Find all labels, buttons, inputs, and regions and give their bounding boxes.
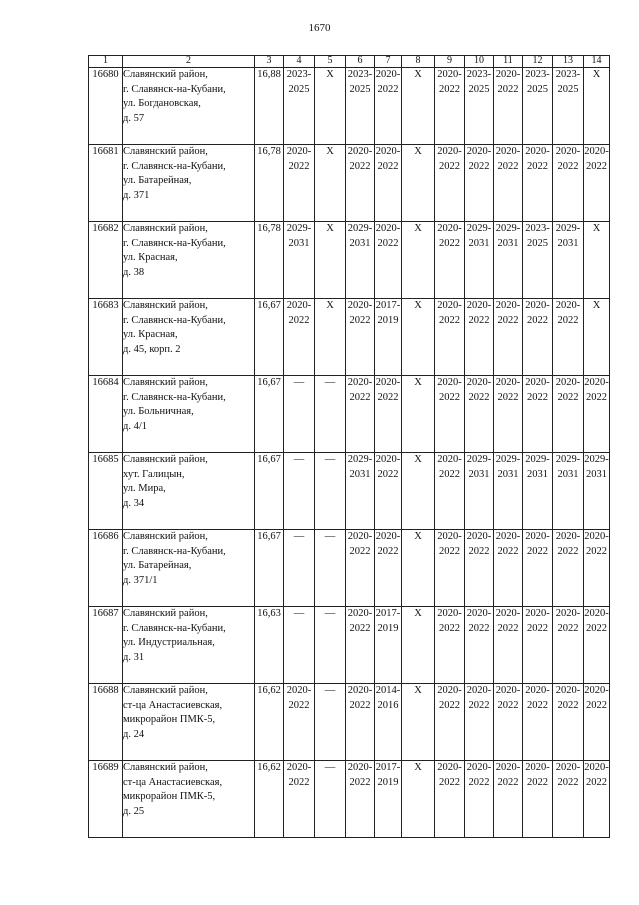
period-cell-13: 2020- 2022: [553, 376, 584, 453]
table-row: [89, 68, 610, 145]
period-cell-4: 2020- 2022: [284, 299, 315, 376]
address-cell: Славянский район, г. Славянск-на-Кубани, ул. Богдановская, д. 57: [123, 68, 255, 145]
column-header: 8: [402, 56, 435, 68]
page-number: 1670: [308, 22, 331, 34]
period-cell-7: 2020- 2022: [375, 453, 402, 530]
table-row: [89, 684, 610, 761]
period-cell-5: —: [315, 530, 346, 607]
period-cell-11: 2020- 2022: [494, 376, 523, 453]
address-cell: Славянский район, г. Славянск-на-Кубани, ул. Красная, д. 45, корп. 2: [123, 299, 255, 376]
address-cell: Славянский район, г. Славянск-на-Кубани, ул. Батарейная, д. 371: [123, 145, 255, 222]
period-cell-14: 2020- 2022: [584, 684, 610, 761]
table-row: [89, 607, 610, 684]
period-cell-10: 2029- 2031: [465, 222, 494, 299]
registry-table: [88, 55, 610, 838]
period-cell-4: —: [284, 607, 315, 684]
period-cell-6: 2020- 2022: [346, 761, 375, 838]
period-cell-9: 2020- 2022: [435, 530, 465, 607]
period-cell-11: 2020- 2022: [494, 684, 523, 761]
period-cell-9: 2020- 2022: [435, 68, 465, 145]
address-cell: Славянский район, ст-ца Анастасиевская, микрорайон ПМК-5, д. 24: [123, 684, 255, 761]
period-cell-11: 2020- 2022: [494, 299, 523, 376]
column-header: 6: [346, 56, 375, 68]
period-cell-9: 2020- 2022: [435, 299, 465, 376]
period-cell-8: X: [402, 607, 435, 684]
period-cell-7: 2017- 2019: [375, 607, 402, 684]
period-cell-9: 2020- 2022: [435, 145, 465, 222]
period-cell-10: 2020- 2022: [465, 299, 494, 376]
period-cell-6: 2020- 2022: [346, 530, 375, 607]
period-cell-12: 2023- 2025: [523, 222, 553, 299]
period-cell-7: 2020- 2022: [375, 145, 402, 222]
column-header: 5: [315, 56, 346, 68]
period-cell-8: X: [402, 222, 435, 299]
period-cell-3: 16,67: [255, 530, 284, 607]
period-cell-8: X: [402, 68, 435, 145]
period-cell-7: 2020- 2022: [375, 376, 402, 453]
period-cell-13: 2020- 2022: [553, 530, 584, 607]
period-cell-6: 2020- 2022: [346, 376, 375, 453]
column-number-row: [89, 56, 610, 68]
table-row: [89, 376, 610, 453]
period-cell-12: 2020- 2022: [523, 684, 553, 761]
period-cell-6: 2029- 2031: [346, 453, 375, 530]
column-header: 9: [435, 56, 465, 68]
period-cell-5: —: [315, 453, 346, 530]
period-cell-9: 2020- 2022: [435, 684, 465, 761]
period-cell-8: X: [402, 145, 435, 222]
row-number: 16689: [89, 761, 123, 838]
period-cell-10: 2020- 2022: [465, 530, 494, 607]
period-cell-12: 2029- 2031: [523, 453, 553, 530]
period-cell-13: 2020- 2022: [553, 761, 584, 838]
period-cell-12: 2020- 2022: [523, 761, 553, 838]
table-row: [89, 530, 610, 607]
period-cell-5: X: [315, 68, 346, 145]
period-cell-10: 2020- 2022: [465, 145, 494, 222]
period-cell-6: 2029- 2031: [346, 222, 375, 299]
period-cell-5: X: [315, 222, 346, 299]
period-cell-4: 2020- 2022: [284, 145, 315, 222]
period-cell-14: 2020- 2022: [584, 145, 610, 222]
column-header: 7: [375, 56, 402, 68]
period-cell-3: 16,78: [255, 222, 284, 299]
row-number: 16687: [89, 607, 123, 684]
period-cell-8: X: [402, 530, 435, 607]
period-cell-14: X: [584, 222, 610, 299]
period-cell-8: X: [402, 761, 435, 838]
period-cell-7: 2020- 2022: [375, 530, 402, 607]
period-cell-5: —: [315, 376, 346, 453]
row-number: 16682: [89, 222, 123, 299]
table-row: [89, 222, 610, 299]
period-cell-3: 16,67: [255, 376, 284, 453]
row-number: 16686: [89, 530, 123, 607]
address-cell: Славянский район, г. Славянск-на-Кубани, ул. Красная, д. 38: [123, 222, 255, 299]
period-cell-4: 2023- 2025: [284, 68, 315, 145]
period-cell-11: 2020- 2022: [494, 607, 523, 684]
column-header: 12: [523, 56, 553, 68]
period-cell-6: 2020- 2022: [346, 145, 375, 222]
period-cell-12: 2023- 2025: [523, 68, 553, 145]
row-number: 16681: [89, 145, 123, 222]
period-cell-14: 2020- 2022: [584, 376, 610, 453]
period-cell-13: 2020- 2022: [553, 684, 584, 761]
column-header: 10: [465, 56, 494, 68]
period-cell-9: 2020- 2022: [435, 376, 465, 453]
row-number: 16684: [89, 376, 123, 453]
period-cell-4: —: [284, 530, 315, 607]
period-cell-5: —: [315, 761, 346, 838]
period-cell-3: 16,78: [255, 145, 284, 222]
period-cell-11: 2020- 2022: [494, 145, 523, 222]
address-cell: Славянский район, г. Славянск-на-Кубани, ул. Больничная, д. 4/1: [123, 376, 255, 453]
period-cell-8: X: [402, 376, 435, 453]
period-cell-9: 2020- 2022: [435, 607, 465, 684]
period-cell-7: 2020- 2022: [375, 222, 402, 299]
period-cell-11: 2020- 2022: [494, 530, 523, 607]
row-number: 16680: [89, 68, 123, 145]
period-cell-13: 2020- 2022: [553, 607, 584, 684]
column-header: 11: [494, 56, 523, 68]
period-cell-9: 2020- 2022: [435, 453, 465, 530]
period-cell-6: 2023- 2025: [346, 68, 375, 145]
column-header: 3: [255, 56, 284, 68]
period-cell-10: 2020- 2022: [465, 607, 494, 684]
period-cell-12: 2020- 2022: [523, 299, 553, 376]
period-cell-13: 2029- 2031: [553, 222, 584, 299]
period-cell-6: 2020- 2022: [346, 684, 375, 761]
table-row: [89, 299, 610, 376]
period-cell-4: 2020- 2022: [284, 761, 315, 838]
period-cell-14: 2020- 2022: [584, 530, 610, 607]
row-number: 16685: [89, 453, 123, 530]
table-row: [89, 761, 610, 838]
period-cell-10: 2020- 2022: [465, 376, 494, 453]
period-cell-5: —: [315, 684, 346, 761]
period-cell-12: 2020- 2022: [523, 376, 553, 453]
column-header: 14: [584, 56, 610, 68]
period-cell-13: 2020- 2022: [553, 145, 584, 222]
period-cell-8: X: [402, 684, 435, 761]
column-header: 1: [89, 56, 123, 68]
period-cell-8: X: [402, 453, 435, 530]
period-cell-4: —: [284, 453, 315, 530]
period-cell-14: 2029- 2031: [584, 453, 610, 530]
address-cell: Славянский район, г. Славянск-на-Кубани, ул. Индустриальная, д. 31: [123, 607, 255, 684]
address-cell: Славянский район, хут. Галицын, ул. Мира, д. 34: [123, 453, 255, 530]
column-header: 2: [123, 56, 255, 68]
period-cell-10: 2020- 2022: [465, 684, 494, 761]
period-cell-3: 16,62: [255, 761, 284, 838]
period-cell-13: 2029- 2031: [553, 453, 584, 530]
period-cell-5: X: [315, 145, 346, 222]
period-cell-7: 2014- 2016: [375, 684, 402, 761]
period-cell-4: 2029- 2031: [284, 222, 315, 299]
period-cell-8: X: [402, 299, 435, 376]
row-number: 16683: [89, 299, 123, 376]
row-number: 16688: [89, 684, 123, 761]
period-cell-3: 16,63: [255, 607, 284, 684]
period-cell-3: 16,88: [255, 68, 284, 145]
period-cell-11: 2020- 2022: [494, 761, 523, 838]
period-cell-3: 16,62: [255, 684, 284, 761]
period-cell-12: 2020- 2022: [523, 607, 553, 684]
period-cell-6: 2020- 2022: [346, 299, 375, 376]
table-row: [89, 145, 610, 222]
period-cell-12: 2020- 2022: [523, 145, 553, 222]
period-cell-11: 2029- 2031: [494, 453, 523, 530]
period-cell-10: 2029- 2031: [465, 453, 494, 530]
period-cell-12: 2020- 2022: [523, 530, 553, 607]
column-header: 4: [284, 56, 315, 68]
address-cell: Славянский район, ст-ца Анастасиевская, микрорайон ПМК-5, д. 25: [123, 761, 255, 838]
period-cell-7: 2020- 2022: [375, 68, 402, 145]
period-cell-10: 2020- 2022: [465, 761, 494, 838]
period-cell-13: 2020- 2022: [553, 299, 584, 376]
period-cell-6: 2020- 2022: [346, 607, 375, 684]
period-cell-5: X: [315, 299, 346, 376]
period-cell-14: X: [584, 68, 610, 145]
column-header: 13: [553, 56, 584, 68]
period-cell-3: 16,67: [255, 299, 284, 376]
period-cell-11: 2029- 2031: [494, 222, 523, 299]
period-cell-4: —: [284, 376, 315, 453]
period-cell-3: 16,67: [255, 453, 284, 530]
period-cell-7: 2017- 2019: [375, 761, 402, 838]
period-cell-13: 2023- 2025: [553, 68, 584, 145]
period-cell-11: 2020- 2022: [494, 68, 523, 145]
period-cell-10: 2023- 2025: [465, 68, 494, 145]
period-cell-14: 2020- 2022: [584, 607, 610, 684]
address-cell: Славянский район, г. Славянск-на-Кубани, ул. Батарейная, д. 371/1: [123, 530, 255, 607]
period-cell-14: 2020- 2022: [584, 761, 610, 838]
period-cell-4: 2020- 2022: [284, 684, 315, 761]
period-cell-7: 2017- 2019: [375, 299, 402, 376]
period-cell-5: —: [315, 607, 346, 684]
period-cell-9: 2020- 2022: [435, 761, 465, 838]
table-row: [89, 453, 610, 530]
period-cell-9: 2020- 2022: [435, 222, 465, 299]
period-cell-14: X: [584, 299, 610, 376]
